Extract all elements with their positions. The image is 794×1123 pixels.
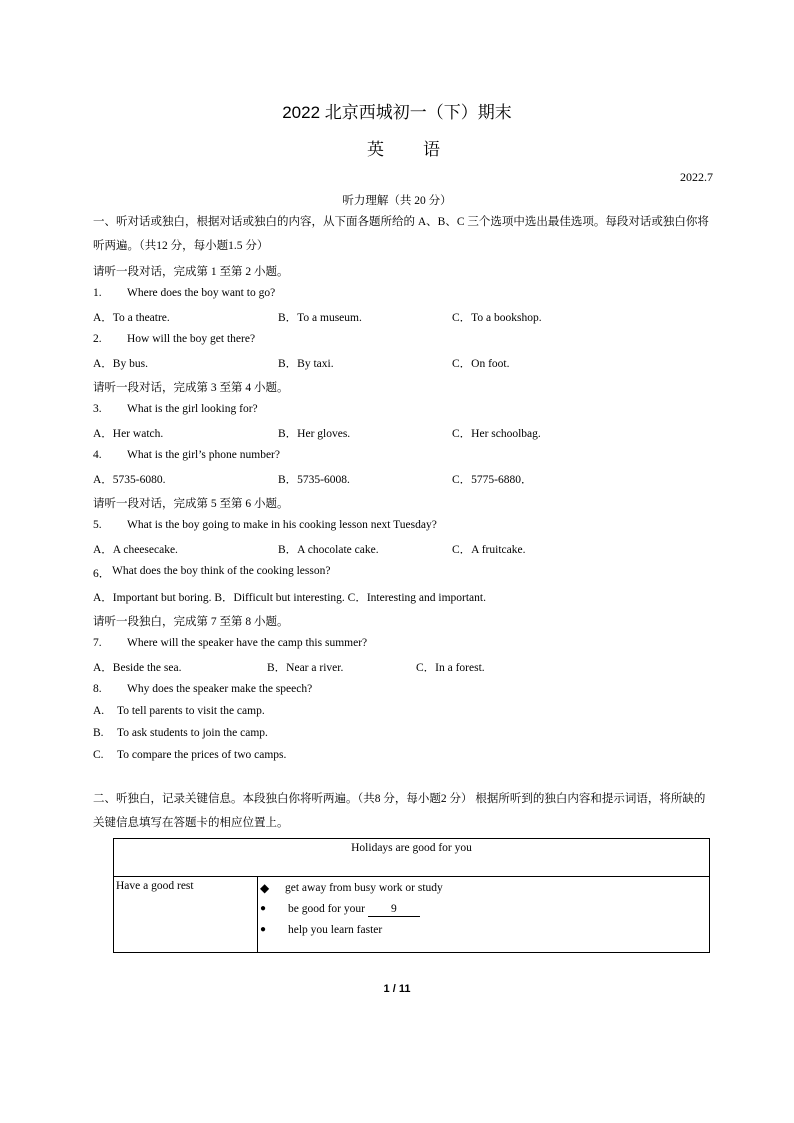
group-instruction: 请听一段独白，完成第 7 至第 8 小题。 bbox=[93, 616, 289, 628]
option-b: B．A chocolate cake. bbox=[278, 544, 379, 556]
option-label: C. bbox=[93, 749, 104, 761]
page-title: 2022 北京西城初一（下）期末 bbox=[282, 103, 512, 122]
option-a: A．Beside the sea. bbox=[93, 662, 182, 674]
question-number: 1. bbox=[93, 287, 102, 299]
table-header: Holidays are good for you bbox=[114, 839, 710, 877]
group-instruction: 请听一段对话，完成第 1 至第 2 小题。 bbox=[93, 266, 289, 278]
question-number: 3. bbox=[93, 403, 102, 415]
option-c: C．To a bookshop. bbox=[452, 312, 542, 324]
question-number: 4. bbox=[93, 449, 102, 461]
bullet-row bbox=[258, 880, 709, 901]
info-table bbox=[113, 838, 710, 953]
bullet-cell bbox=[258, 877, 710, 953]
option-b: B．By taxi. bbox=[278, 358, 334, 370]
bullet-text: help you learn faster bbox=[288, 924, 383, 936]
bullet-row bbox=[258, 922, 709, 943]
question-number: 8. bbox=[93, 683, 102, 695]
page-number: 1 / 11 bbox=[383, 983, 411, 995]
question-text: What does the boy think of the cooking lesson? bbox=[112, 565, 331, 577]
option-c: C．In a forest. bbox=[416, 662, 485, 674]
option-b: B．To a museum. bbox=[278, 312, 362, 324]
question-text: Where does the boy want to go? bbox=[127, 287, 276, 299]
diamond-bullet-icon: ◆ bbox=[260, 881, 270, 895]
question-number: 6． bbox=[93, 568, 111, 580]
section1-instruction: 一、听对话或独白，根据对话或独白的内容，从下面各题所给的 A、B、C 三个选项中选出最佳选项。每段对话或独白你将听两遍。（共12 分，每小题1.5 分） bbox=[93, 216, 709, 252]
option-label: B. bbox=[93, 727, 104, 739]
section2-instruction: 二、听独白，记录关键信息。本段独白你将听两遍。（共8 分，每小题2 分） 根据所听到的独白内容和提示词语，将所缺的关键信息填写在答题卡的相应位置上。 bbox=[93, 793, 706, 829]
option-b: B．5735-6008. bbox=[278, 474, 350, 486]
bullet-text: get away from busy work or study bbox=[285, 882, 443, 894]
bullet-row bbox=[258, 901, 709, 922]
option-a: A．A cheesecake. bbox=[93, 544, 178, 556]
option-a: A．5735-6080. bbox=[93, 474, 166, 486]
question-number: 5. bbox=[93, 519, 102, 531]
option-a: A．Her watch. bbox=[93, 428, 164, 440]
option-a: A．To a theatre. bbox=[93, 312, 170, 324]
bullet-text: be good for your bbox=[288, 903, 365, 915]
question-number: 7. bbox=[93, 637, 102, 649]
question-text: Where will the speaker have the camp this summer? bbox=[127, 637, 368, 649]
question-text: What is the girl looking for? bbox=[127, 403, 258, 415]
option-b: B．Near a river. bbox=[267, 662, 344, 674]
section-title: 听力理解（共 20 分） bbox=[342, 195, 452, 207]
options-line: A．Important but boring. B．Difficult but interesting. C．Interesting and important. bbox=[93, 592, 486, 604]
question-text: What is the boy going to make in his cooking lesson next Tuesday? bbox=[127, 519, 437, 531]
option-b: B．Her gloves. bbox=[278, 428, 351, 440]
option-a: A．By bus. bbox=[93, 358, 148, 370]
dot-bullet-icon: ● bbox=[260, 903, 267, 914]
row-label: Have a good rest bbox=[114, 877, 258, 953]
option-label: A. bbox=[93, 705, 105, 717]
exam-date: 2022.7 bbox=[680, 170, 713, 184]
question-text: What is the girl’s phone number? bbox=[127, 449, 280, 461]
option-c: C．5775-6880． bbox=[452, 474, 533, 486]
question-text: Why does the speaker make the speech? bbox=[127, 683, 313, 695]
subject-char-1: 英 bbox=[367, 140, 384, 159]
option-text: To tell parents to visit the camp. bbox=[117, 705, 265, 717]
dot-bullet-icon: ● bbox=[260, 924, 267, 935]
option-text: To compare the prices of two camps. bbox=[117, 749, 287, 761]
option-text: To ask students to join the camp. bbox=[117, 727, 268, 739]
question-number: 2. bbox=[93, 333, 102, 345]
answer-blank[interactable]: 9 bbox=[368, 903, 420, 917]
group-instruction: 请听一段对话，完成第 3 至第 4 小题。 bbox=[93, 382, 289, 394]
option-c: C．A fruitcake. bbox=[452, 544, 526, 556]
option-c: C．On foot. bbox=[452, 358, 510, 370]
option-c: C．Her schoolbag. bbox=[452, 428, 541, 440]
subject-char-2: 语 bbox=[423, 140, 440, 159]
group-instruction: 请听一段对话，完成第 5 至第 6 小题。 bbox=[93, 498, 289, 510]
question-text: How will the boy get there? bbox=[127, 333, 256, 345]
